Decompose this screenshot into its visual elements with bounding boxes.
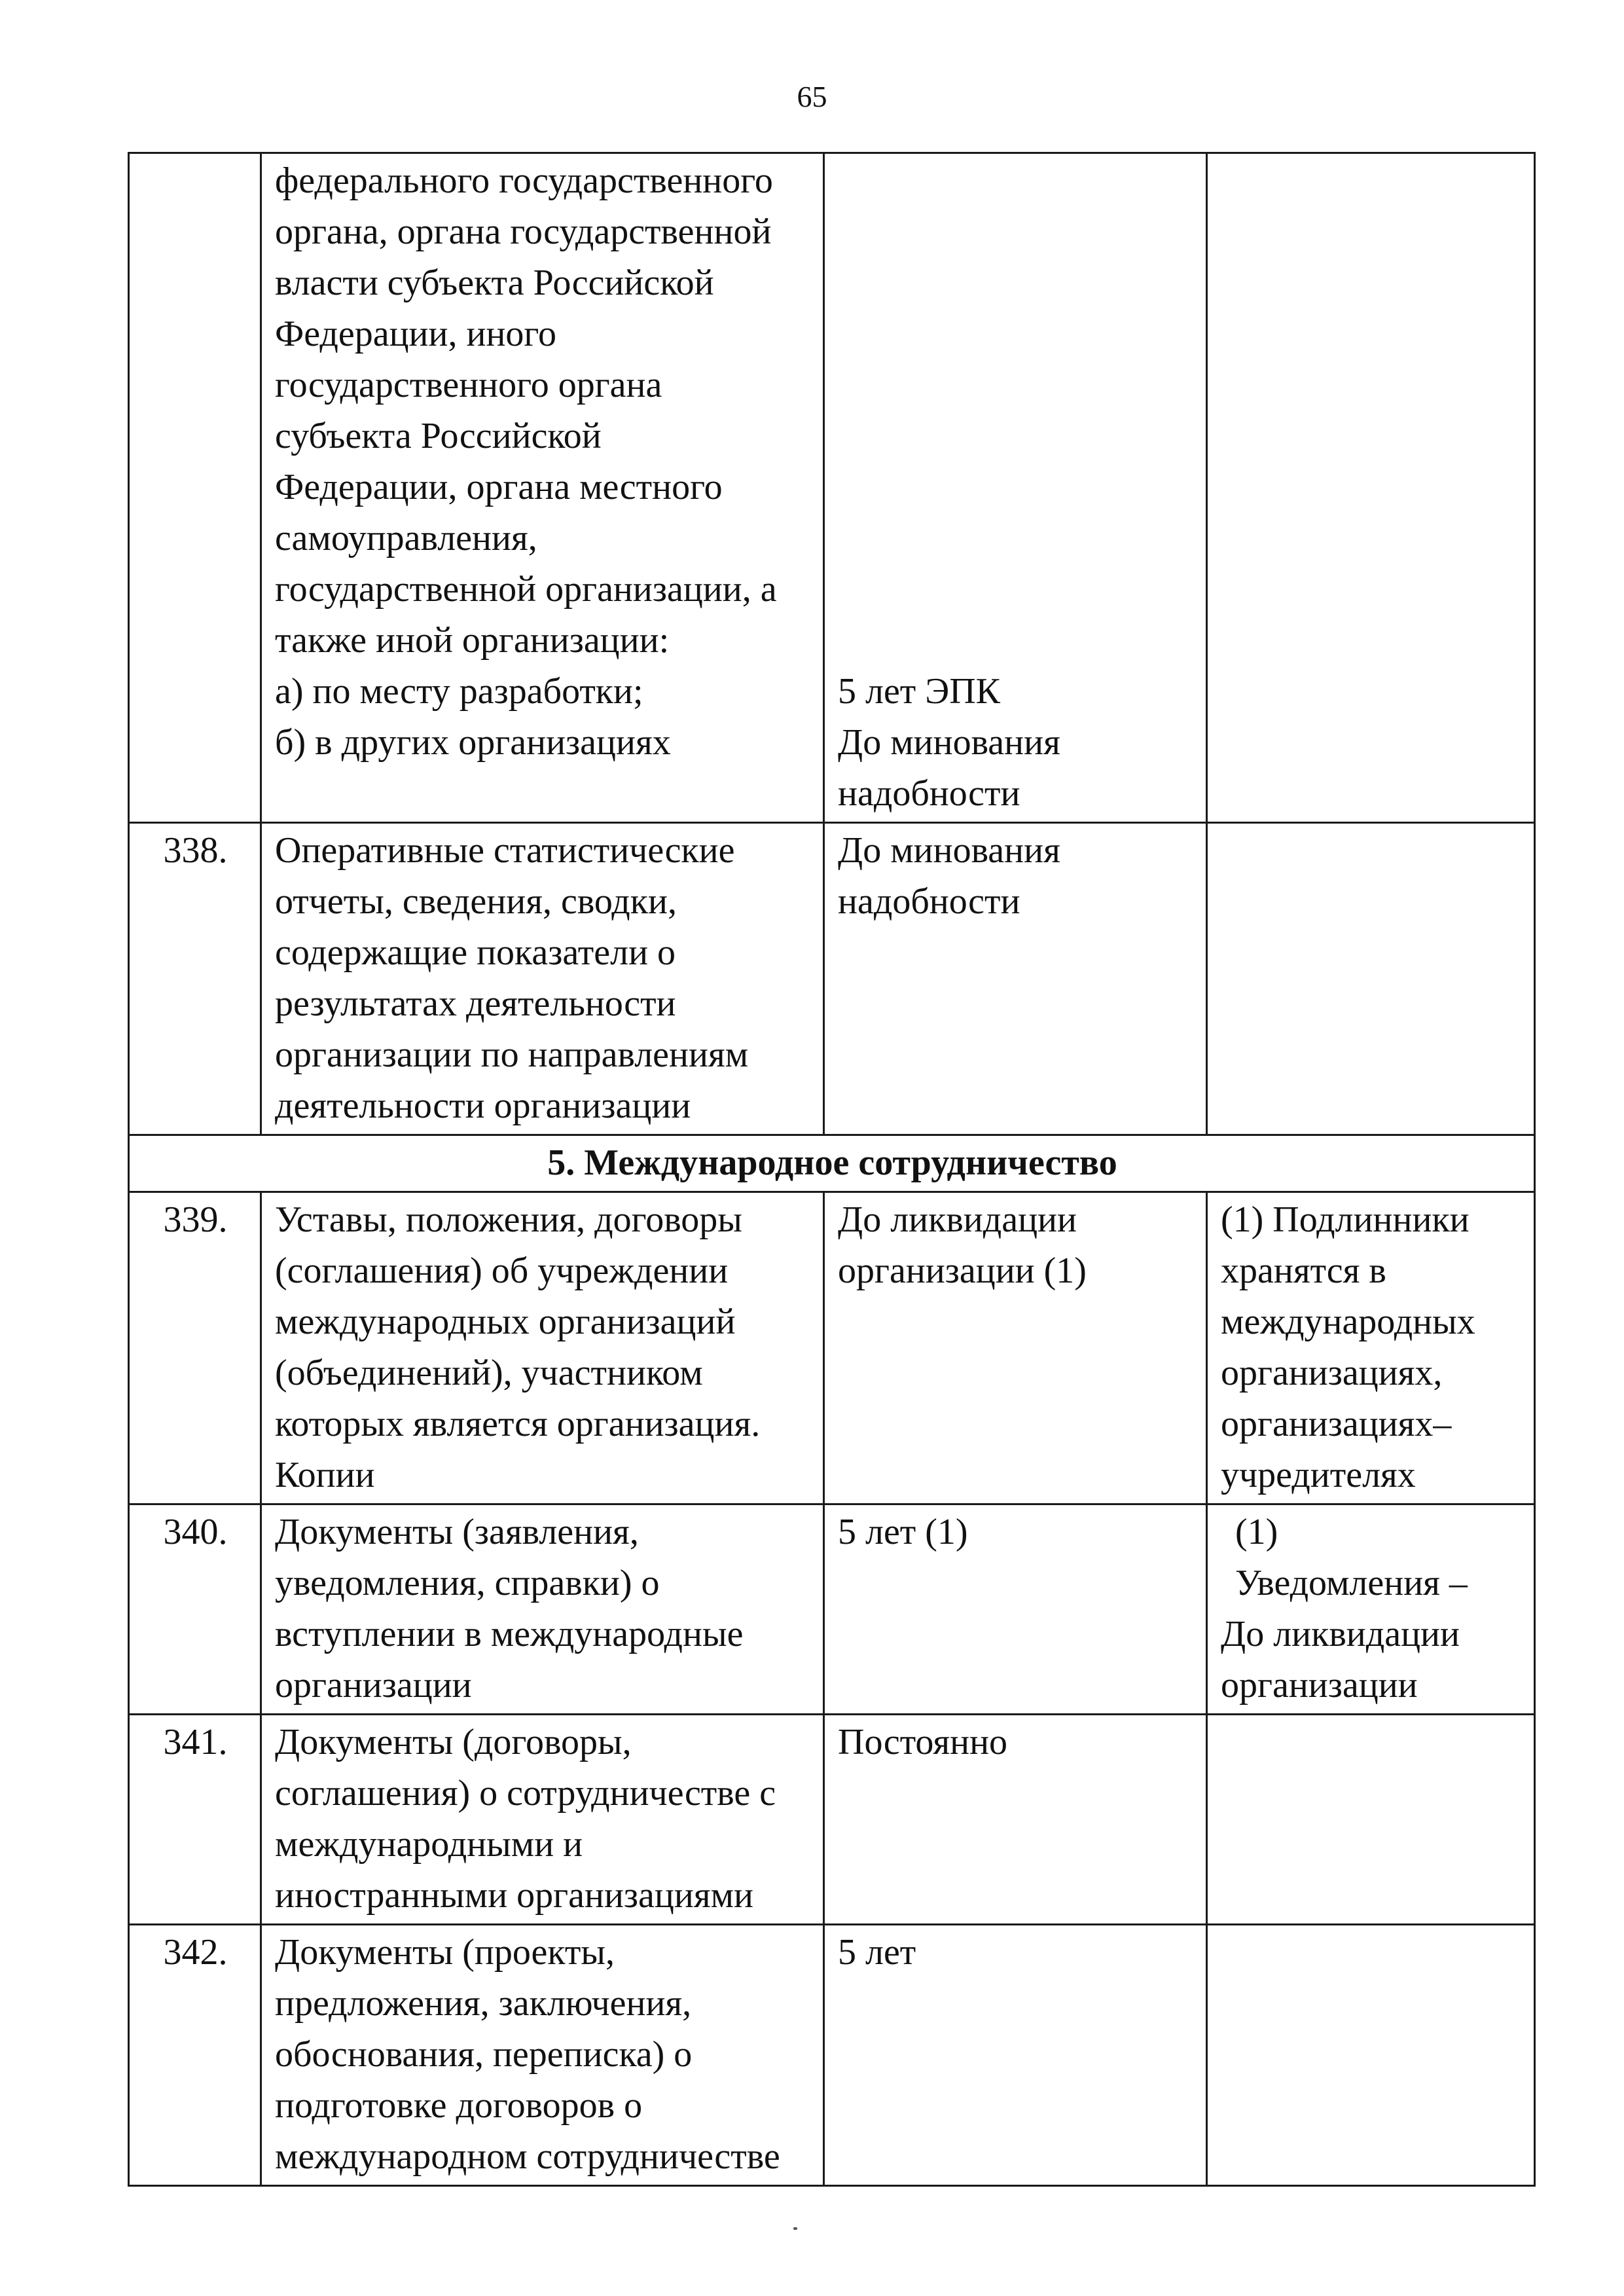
section-title: 5. Международное сотрудничество [129, 1135, 1535, 1192]
text-line: международном сотрудничестве [275, 2136, 780, 2177]
row-number: 342. [129, 1925, 261, 2186]
retention-term-cell [824, 823, 1207, 1135]
text-line: (соглашения) об учреждении [275, 1250, 729, 1291]
text-line: организации (1) [838, 1250, 1087, 1291]
note-cell [1207, 823, 1535, 1135]
text-line: Федерации, органа местного [275, 467, 723, 507]
text-line: также иной организации: [275, 620, 670, 661]
spacer-line [838, 564, 1194, 615]
row-number [129, 153, 261, 823]
section-row [129, 1135, 1535, 1192]
text-line: хранятся в [1221, 1250, 1386, 1291]
text-line: Оперативные статистические [275, 830, 735, 871]
table-row [129, 1504, 1535, 1715]
text-line: уведомления, справки) о [275, 1563, 660, 1603]
text-line: содержащие показатели о [275, 932, 676, 973]
row-number: 338. [129, 823, 261, 1135]
spacer-line [838, 410, 1194, 462]
text-line: государственной организации, а [275, 569, 777, 610]
text-line: Уставы, положения, договоры [275, 1199, 742, 1240]
text-line: которых является организация. [275, 1404, 761, 1444]
retention-term-cell [824, 153, 1207, 823]
text-line: Документы (заявления, [275, 1512, 639, 1552]
text-line: организации [275, 1665, 472, 1705]
text-line: 5 лет (1) [838, 1512, 968, 1552]
table-row [129, 153, 1535, 823]
document-type-cell [261, 1925, 824, 2186]
text-line: Постоянно [838, 1722, 1008, 1762]
text-line: Уведомления – [1235, 1563, 1468, 1603]
note-cell [1207, 1192, 1535, 1504]
text-line: Копии [275, 1455, 375, 1495]
spacer-line [838, 359, 1194, 410]
text-line: государственного органа [275, 365, 662, 405]
text-line: международных организаций [275, 1302, 736, 1342]
document-type-cell [261, 1504, 824, 1715]
spacer-line [838, 513, 1194, 564]
text-line: надобности [838, 773, 1020, 814]
text-line: субъекта Российской [275, 416, 602, 456]
retention-schedule-table [128, 152, 1536, 2187]
note-cell [1207, 1504, 1535, 1715]
document-type-cell [261, 1192, 824, 1504]
spacer-line [838, 155, 1194, 206]
text-line: иностранными организациями [275, 1875, 754, 1916]
text-line: организации по направлениям [275, 1034, 749, 1075]
row-number: 339. [129, 1192, 261, 1504]
note-cell [1207, 153, 1535, 823]
text-line: вступлении в международные [275, 1614, 744, 1654]
text-line: До минования [838, 722, 1060, 763]
document-type-cell [261, 153, 824, 823]
table-row [129, 1715, 1535, 1925]
note-cell [1207, 1715, 1535, 1925]
retention-term-cell [824, 1504, 1207, 1715]
row-number: 340. [129, 1504, 261, 1715]
table-row [129, 1925, 1535, 2186]
spacer-line [838, 615, 1194, 666]
text-line: власти субъекта Российской [275, 263, 714, 303]
table-row [129, 823, 1535, 1135]
text-line: результатах деятельности [275, 983, 676, 1024]
scan-speck [793, 2227, 797, 2230]
text-line: Документы (договоры, [275, 1722, 632, 1762]
page-number: 65 [797, 80, 827, 113]
text-line: 5 лет ЭПК [838, 671, 1001, 712]
row-number: 341. [129, 1715, 261, 1925]
text-line: (1) [1235, 1512, 1278, 1552]
text-line: организациях, [1221, 1353, 1443, 1393]
spacer-line [838, 308, 1194, 359]
text-line: учредителях [1221, 1455, 1416, 1495]
text-line: самоуправления, [275, 518, 537, 558]
text-line: До ликвидации [838, 1199, 1077, 1240]
document-type-cell [261, 1715, 824, 1925]
text-line: предложения, заключения, [275, 1983, 692, 2024]
text-line: (1) Подлинники [1221, 1199, 1470, 1240]
text-line: органа, органа государственной [275, 211, 772, 252]
text-line: б) в других организациях [275, 722, 671, 763]
note-cell [1207, 1925, 1535, 2186]
text-line: деятельности организации [275, 1085, 691, 1126]
text-line: До ликвидации [1221, 1614, 1460, 1654]
spacer-line [838, 257, 1194, 308]
text-line: обоснования, переписка) о [275, 2034, 693, 2075]
spacer-line [838, 206, 1194, 257]
text-line: организациях– [1221, 1404, 1452, 1444]
text-line: Документы (проекты, [275, 1932, 615, 1973]
text-line: соглашения) о сотрудничестве с [275, 1773, 776, 1813]
spacer-line [838, 462, 1194, 513]
retention-term-cell [824, 1925, 1207, 2186]
text-line: организации [1221, 1665, 1418, 1705]
text-line: международных [1221, 1302, 1475, 1342]
text-line: Федерации, иного [275, 314, 556, 354]
text-line: надобности [838, 881, 1020, 922]
retention-term-cell [824, 1715, 1207, 1925]
text-line: международными и [275, 1824, 583, 1865]
text-line: федерального государственного [275, 160, 773, 201]
text-line: До минования [838, 830, 1060, 871]
document-type-cell [261, 823, 824, 1135]
retention-term-cell [824, 1192, 1207, 1504]
text-line: (объединений), участником [275, 1353, 703, 1393]
table-row [129, 1192, 1535, 1504]
text-line: 5 лет [838, 1932, 916, 1973]
text-line: а) по месту разработки; [275, 671, 643, 712]
text-line: подготовке договоров о [275, 2085, 643, 2126]
text-line: отчеты, сведения, сводки, [275, 881, 677, 922]
